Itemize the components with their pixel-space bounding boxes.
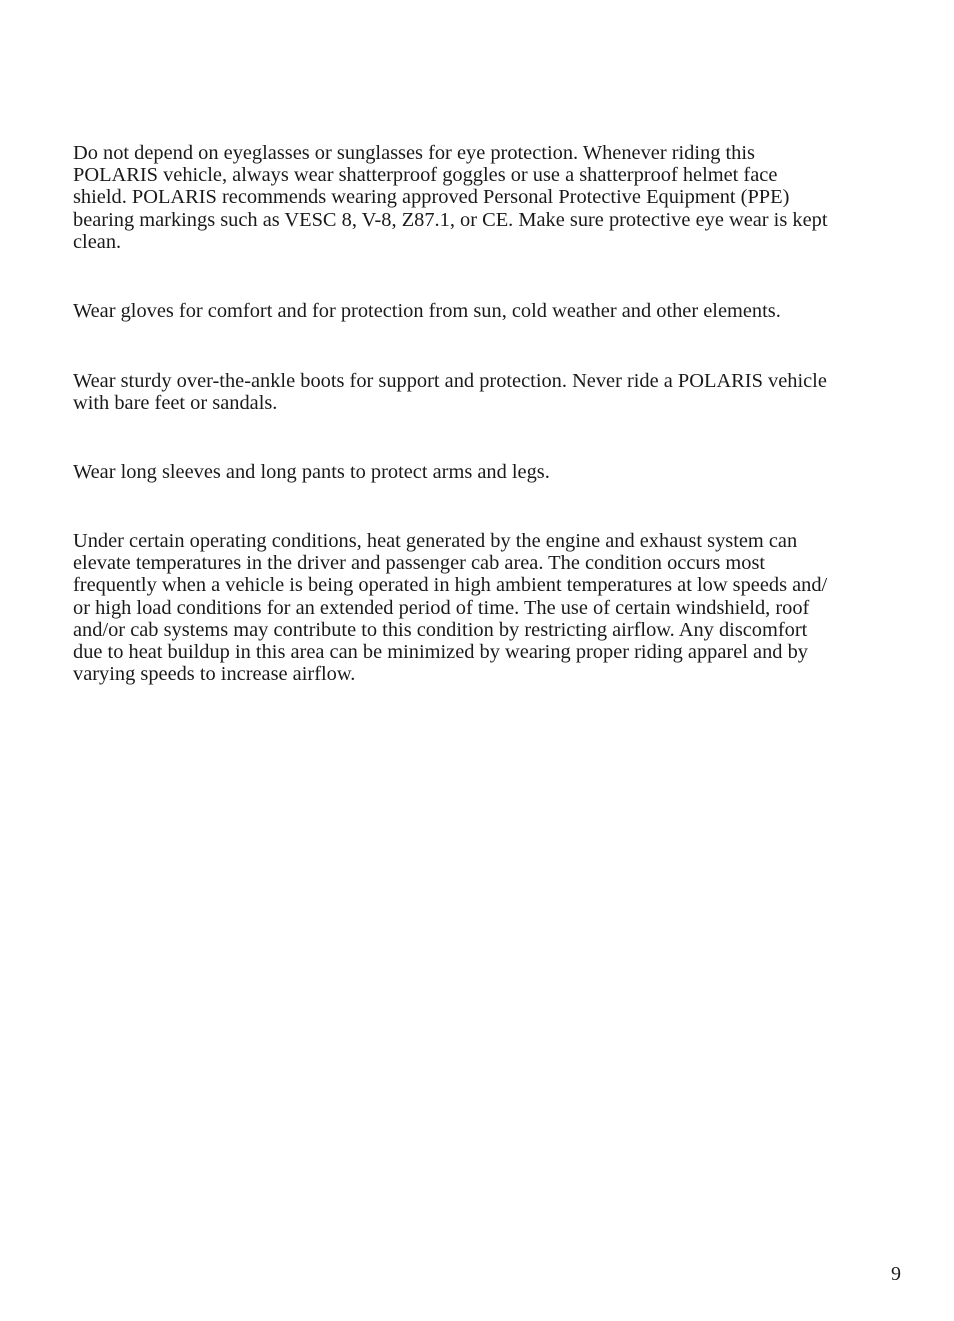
text-line: due to heat buildup in this area can be minimized by wearing proper riding apparel and by xyxy=(73,641,808,664)
paragraph-heat-exposure xyxy=(73,530,908,685)
paragraph-eye-protection xyxy=(73,142,908,253)
text-line: with bare feet or sandals. xyxy=(73,392,278,415)
text-line: frequently when a vehicle is being operated in high ambient temperatures at low speeds and/ xyxy=(73,574,828,597)
text-line: or high load conditions for an extended period of time. The use of certain windshield, roof xyxy=(73,596,810,619)
text-line: clean. xyxy=(73,230,122,253)
text-line: POLARIS vehicle, always wear shatterproof goggles or use a shatterproof helmet face xyxy=(73,164,778,187)
paragraph-gloves xyxy=(73,300,908,322)
text-line: shield. POLARIS recommends wearing approved Personal Protective Equipment (PPE) xyxy=(73,186,790,209)
paragraph-boots xyxy=(73,370,908,414)
page-number: 9 xyxy=(891,1263,901,1285)
text-line: and/or cab systems may contribute to this condition by restricting airflow. Any discomfort xyxy=(73,618,808,641)
text-line: Do not depend on eyeglasses or sunglasses for eye protection. Whenever riding this xyxy=(73,142,755,164)
text-line: bearing markings such as VESC 8, V-8, Z87.1, or CE. Make sure protective eye wear is kept xyxy=(73,208,828,231)
text-line: Under certain operating conditions, heat generated by the engine and exhaust system can xyxy=(73,530,798,552)
text-line: Wear sturdy over-the-ankle boots for support and protection. Never ride a POLARIS vehicle xyxy=(73,370,827,392)
text-line: Wear gloves for comfort and for protection from sun, cold weather and other elements. xyxy=(73,300,781,322)
text-line: varying speeds to increase airflow. xyxy=(73,663,356,686)
text-line: elevate temperatures in the driver and passenger cab area. The condition occurs most xyxy=(73,552,766,575)
text-line: Wear long sleeves and long pants to protect arms and legs. xyxy=(73,461,550,483)
paragraph-clothing xyxy=(73,461,908,483)
